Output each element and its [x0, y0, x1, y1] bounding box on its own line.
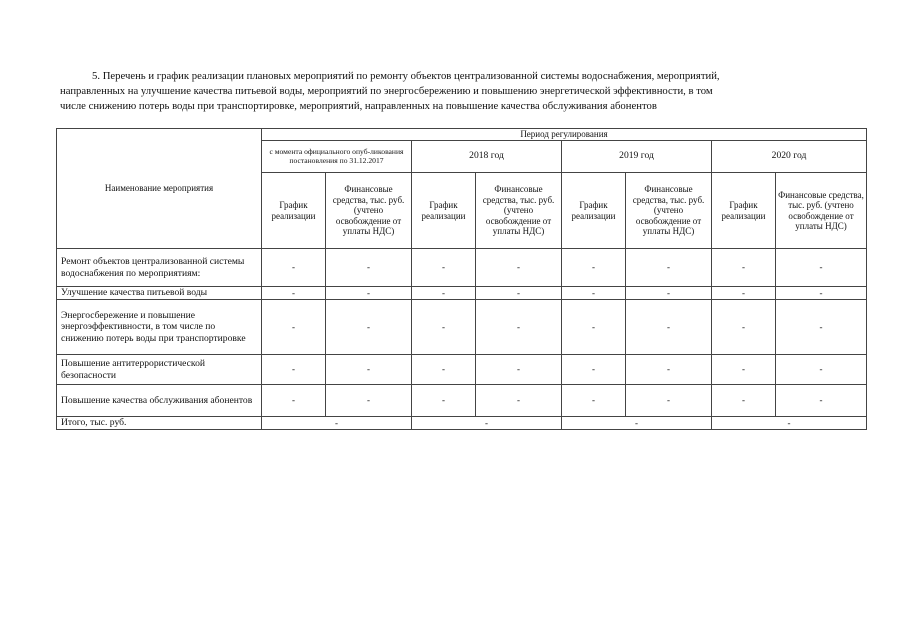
- period-header: Период регулирования: [262, 129, 867, 141]
- table-cell: -: [626, 355, 712, 385]
- table-cell: -: [412, 287, 476, 300]
- table-cell: -: [326, 300, 412, 355]
- table-cell: -: [626, 287, 712, 300]
- table-cell: -: [562, 287, 626, 300]
- table-row: [57, 287, 867, 300]
- period-header-2020: 2020 год: [712, 141, 867, 173]
- col-name-header: Наименование мероприятия: [57, 129, 262, 249]
- table-cell: -: [776, 385, 867, 417]
- table-cell: -: [262, 287, 326, 300]
- table-cell: -: [476, 300, 562, 355]
- table-cell: -: [562, 300, 626, 355]
- heading-line-1: 5. Перечень и график реализации плановых мероприятий по ремонту объектов централизованной системы водоснабжения, мероприятий,: [92, 70, 720, 82]
- table-cell: -: [326, 355, 412, 385]
- table-row: [57, 249, 867, 287]
- period-header-2018: 2018 год: [412, 141, 562, 173]
- sub-header-finance: Финансовые средства, тыс. руб. (учтено освобождение от уплаты НДС): [776, 173, 867, 249]
- sub-header-schedule: График реализации: [412, 173, 476, 249]
- sub-header-schedule: График реализации: [712, 173, 776, 249]
- total-cell: -: [712, 417, 867, 430]
- table-cell: -: [712, 249, 776, 287]
- measures-table: [56, 128, 867, 430]
- table-cell: -: [476, 249, 562, 287]
- table-cell: -: [776, 287, 867, 300]
- table-cell: -: [476, 355, 562, 385]
- table-row: [57, 355, 867, 385]
- table-cell: -: [712, 355, 776, 385]
- measure-name: Ремонт объектов централизованной системы водоснабжения по мероприятиям:: [57, 249, 262, 287]
- table-cell: -: [326, 385, 412, 417]
- table-cell: -: [326, 249, 412, 287]
- sub-header-finance: Финансовые средства, тыс. руб. (учтено освобождение от уплаты НДС): [476, 173, 562, 249]
- section-heading: [60, 69, 860, 114]
- table-cell: -: [262, 355, 326, 385]
- table-cell: -: [626, 300, 712, 355]
- table-row: [57, 385, 867, 417]
- table-cell: -: [712, 300, 776, 355]
- table-cell: -: [712, 385, 776, 417]
- measure-name: Повышение качества обслуживания абонентов: [57, 385, 262, 417]
- sub-header-schedule: График реализации: [262, 173, 326, 249]
- table-cell: -: [476, 287, 562, 300]
- table-cell: -: [562, 249, 626, 287]
- total-cell: -: [562, 417, 712, 430]
- sub-header-finance: Финансовые средства, тыс. руб. (учтено освобождение от уплаты НДС): [626, 173, 712, 249]
- sub-header-schedule: График реализации: [562, 173, 626, 249]
- measure-name: Энергосбережение и повышение энергоэффективности, в том числе по снижению потерь воды при транспортировке: [57, 300, 262, 355]
- table-cell: -: [776, 355, 867, 385]
- period-header-initial: с момента официального опуб-ликования постановления по 31.12.2017: [262, 141, 412, 173]
- table-cell: -: [262, 249, 326, 287]
- table-cell: -: [412, 300, 476, 355]
- table-cell: -: [712, 287, 776, 300]
- table-cell: -: [412, 249, 476, 287]
- measure-name: Улучшение качества питьевой воды: [57, 287, 262, 300]
- table-body: [57, 249, 867, 430]
- table-cell: -: [776, 249, 867, 287]
- table-cell: -: [262, 300, 326, 355]
- total-cell: -: [262, 417, 412, 430]
- total-row: [57, 417, 867, 430]
- table-cell: -: [262, 385, 326, 417]
- table-cell: -: [476, 385, 562, 417]
- table-cell: -: [412, 385, 476, 417]
- table-cell: -: [562, 385, 626, 417]
- table-row: [57, 300, 867, 355]
- table-cell: -: [412, 355, 476, 385]
- table-cell: -: [776, 300, 867, 355]
- table-cell: -: [562, 355, 626, 385]
- period-header-2019: 2019 год: [562, 141, 712, 173]
- total-label: Итого, тыс. руб.: [57, 417, 262, 430]
- sub-header-finance: Финансовые средства, тыс. руб. (учтено освобождение от уплаты НДС): [326, 173, 412, 249]
- table-cell: -: [626, 249, 712, 287]
- total-cell: -: [412, 417, 562, 430]
- measure-name: Повышение антитеррористической безопасности: [57, 355, 262, 385]
- heading-line-3: числе снижению потерь воды при транспортировке, мероприятий, направленных на повышение качества обслуживания абонентов: [60, 100, 657, 112]
- heading-line-2: направленных на улучшение качества питьевой воды, мероприятий по энергосбережению и повышению энергетической эффективности, в том: [60, 85, 713, 97]
- table-cell: -: [326, 287, 412, 300]
- table-cell: -: [626, 385, 712, 417]
